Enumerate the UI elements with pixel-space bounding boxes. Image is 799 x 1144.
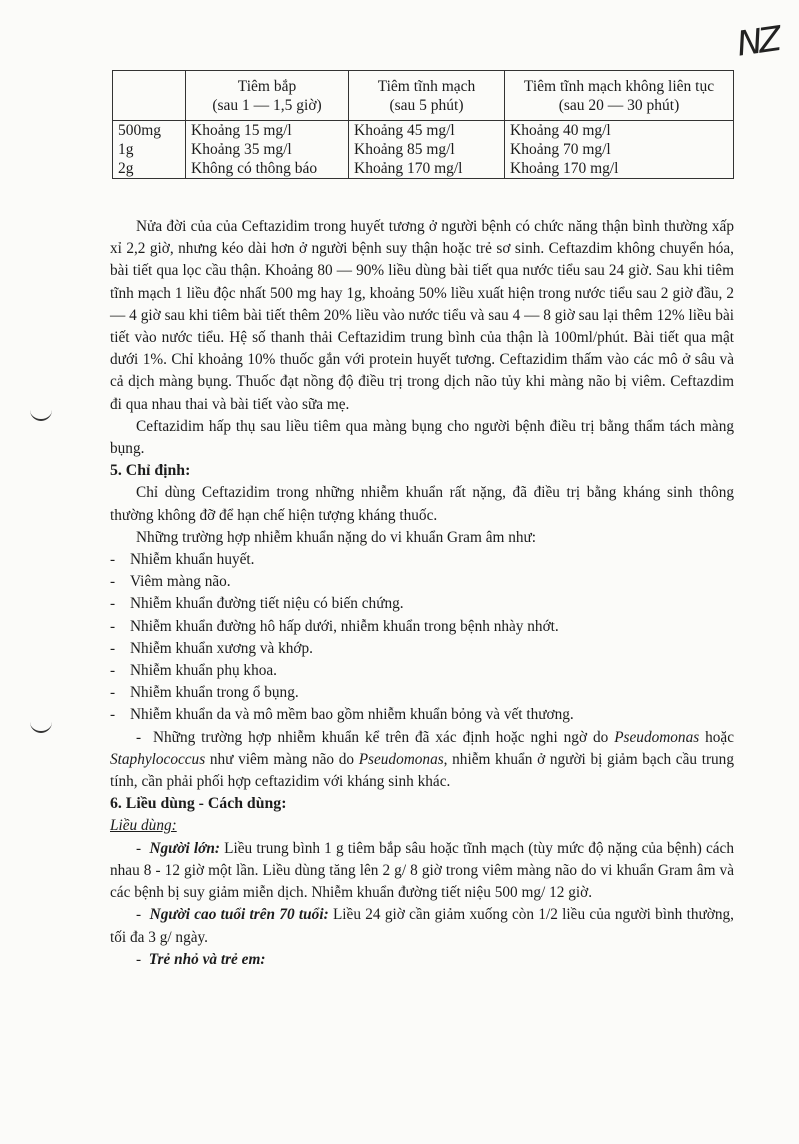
concentration-table (112, 70, 734, 179)
list-item: - Nhiễm khuẩn phụ khoa. (110, 662, 277, 680)
elderly-dosage: - Người cao tuổi trên 70 tuổi: Liều 24 giờ cần giảm xuống còn 1/2 liều của người bình thường, tối đa 3 g/ ngày. (110, 906, 734, 946)
list-item: - Viêm màng não. (110, 573, 231, 591)
table-header-row (113, 71, 734, 121)
pk-paragraph: Nửa đời của của Ceftazidim trong huyết tương ở người bệnh có chức năng thận bình thường xấp xỉ 2,2 giờ, nhưng kéo dài hơn ở người bệnh suy thận hoặc trẻ sơ sinh. Ceftazdim không chuyển hóa, bài tiết qua lọc cầu thận. Khoảng 80 — 90% liều dùng bài tiết qua nước tiểu sau 24 giờ. Sau khi tiêm tĩnh mạch 1 liều độc nhất 500 mg hay 1g, khoảng 50% liều xuất hiện trong nước tiểu sau 2 giờ đầu, 2 — 4 giờ sau khi tiêm bài tiết thêm 20% liều vào nước tiểu và sau 4 — 8 giờ sau lại thêm 12% liều bài tiết vào nước tiểu. Hệ số thanh thải Ceftazidim trung bình của thận là 100ml/phút. Bài tiết qua mật dưới 1%. Chỉ khoảng 10% thuốc gắn với protein huyết tương. Ceftazidim thấm vào các mô ở sâu và cả dịch màng bụng. Thuốc đạt nồng độ điều trị trong dịch não tủy khi màng não bị viêm. Ceftazdim đi qua nhau thai và bài tiết vào sữa mẹ. (110, 218, 734, 413)
ivi-values-cell: Khoảng 40 mg/l Khoảng 70 mg/l Khoảng 170 mg/l (505, 121, 734, 179)
iv-values-cell: Khoảng 45 mg/l Khoảng 85 mg/l Khoảng 170 mg/l (349, 121, 505, 179)
indications-intro: Chỉ dùng Ceftazidim trong những nhiễm khuẩn rất nặng, đã điều trị bằng kháng sinh thông thường không đỡ để hạn chế hiện tượng kháng thuốc. (110, 484, 734, 524)
list-item: - Nhiễm khuẩn đường hô hấp dưới, nhiễm khuẩn trong bệnh nhày nhớt. (110, 617, 559, 635)
header-cell-empty (113, 71, 186, 121)
list-item: - Những trường hợp nhiễm khuẩn kể trên đã xác định hoặc nghi ngờ do Pseudomonas hoặc Staphylococcus như viêm màng não do Pseudomonas, nhiễm khuẩn ở người bị giảm bạch cầu trung tính, cần phải phối hợp ceftazidim với kháng sinh khác. (110, 728, 734, 791)
handwritten-initials: NZ (734, 19, 781, 65)
im-values-cell: Khoảng 15 mg/l Khoảng 35 mg/l Không có thông báo (186, 121, 349, 179)
list-item: - Nhiễm khuẩn trong ổ bụng. (110, 684, 299, 702)
margin-check-mark (30, 717, 52, 733)
margin-check-mark (30, 405, 52, 421)
header-cell-im: Tiêm bắp (sau 1 — 1,5 giờ) (186, 71, 349, 121)
dosage-subheading: Liều dùng: (110, 817, 177, 835)
indications-lead: Những trường hợp nhiễm khuẩn nặng do vi khuẩn Gram âm như: (136, 528, 537, 546)
pk-paragraph-2: Ceftazidim hấp thụ sau liều tiêm qua màng bụng cho người bệnh điều trị bằng thẩm tách màng bụng. (110, 417, 734, 458)
dose-cell: 500mg 1g 2g (113, 121, 186, 179)
section-heading-indications: 5. Chỉ định: (110, 462, 191, 480)
list-item: - Nhiễm khuẩn xương và khớp. (110, 639, 313, 657)
header-cell-iv: Tiêm tĩnh mạch (sau 5 phút) (349, 71, 505, 121)
section-heading-dosage: 6. Liều dùng - Cách dùng: (110, 795, 287, 813)
list-item: - Nhiễm khuẩn huyết. (110, 551, 255, 569)
header-cell-iv-intermittent: Tiêm tĩnh mạch không liên tục (sau 20 — 30 phút) (505, 71, 734, 121)
table-row (113, 121, 734, 179)
list-item: - Nhiễm khuẩn đường tiết niệu có biến chứng. (110, 595, 404, 613)
body-text (110, 216, 734, 971)
list-item: - Nhiễm khuẩn da và mô mềm bao gồm nhiễm khuẩn bỏng và vết thương. (110, 706, 574, 724)
child-dosage: - Trẻ nhỏ và trẻ em: (136, 950, 266, 968)
adult-dosage: - Người lớn: Liều trung bình 1 g tiêm bắp sâu hoặc tĩnh mạch (tùy mức độ nặng của bệnh) cách nhau 8 - 12 giờ một lần. Liều dùng tăng lên 2 g/ 8 giờ trong viêm màng não do vi khuẩn Gram âm và các bệnh bị suy giảm miễn dịch. Nhiễm khuẩn đường tiết niệu 500 mg/ 12 giờ. (110, 839, 734, 902)
